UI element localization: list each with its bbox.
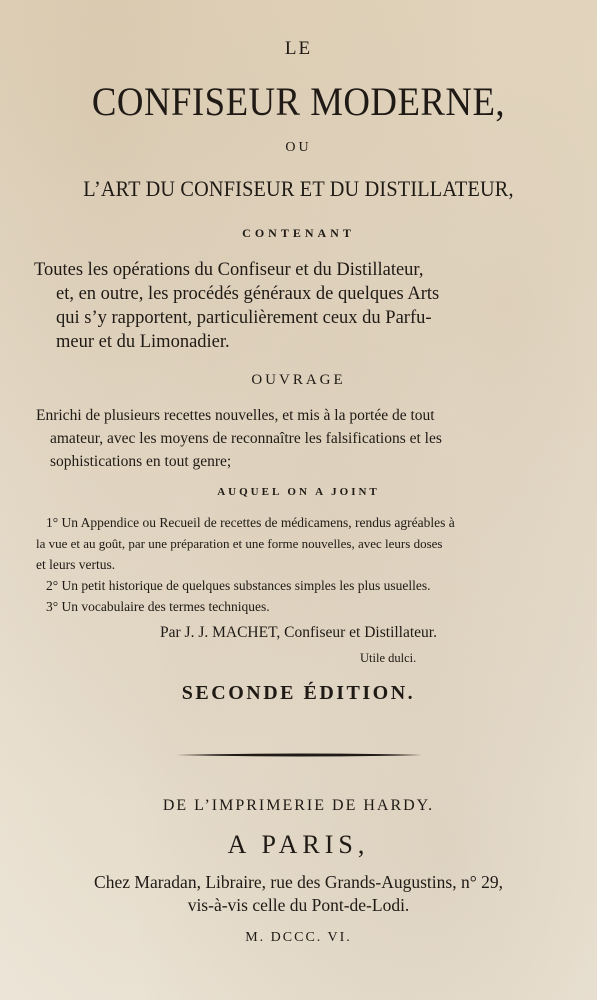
description-line: et, en outre, les procédés généraux de quelques Arts [56, 284, 440, 304]
ouvrage-heading: OUVRAGE [251, 372, 346, 388]
description-line: qui s’y rapportent, particulièrement ceux du Parfu- [56, 308, 432, 328]
ouvrage-line: amateur, avec les moyens de reconnaître les falsifications et les [50, 430, 442, 447]
appendix-item: 3° Un vocabulaire des termes techniques. [46, 599, 270, 614]
address-line: vis-à-vis celle du Pont-de-Lodi. [187, 895, 410, 915]
author-line: Par J. J. MACHET, Confiseur et Distillateur. [160, 624, 437, 641]
decorative-rule [176, 753, 422, 757]
description-line: Toutes les opérations du Confiseur et du Distillateur, [34, 260, 424, 280]
contenant-label: CONTENANT [242, 226, 355, 240]
city-line: A PARIS, [227, 830, 370, 859]
appendix-item: 1° Un Appendice ou Recueil de recettes de médicamens, rendus agréables à [46, 515, 455, 530]
publication-date: M. DCCC. VI. [245, 930, 352, 945]
edition: SECONDE ÉDITION. [181, 682, 416, 704]
appendix-item: 2° Un petit historique de quelques substances simples les plus usuelles. [46, 578, 431, 593]
description-paragraph [34, 258, 574, 354]
appendix-list [36, 512, 576, 617]
motto: Utile dulci. [360, 651, 417, 665]
appendix-heading: AUQUEL ON A JOINT [217, 486, 380, 498]
title-conjunction: OU [285, 140, 312, 155]
ouvrage-paragraph [36, 404, 576, 473]
main-title: CONFISEUR MODERNE, [91, 79, 506, 124]
appendix-item: la vue et au goût, par une préparation et une forme nouvelles, avec leurs doses [36, 536, 443, 551]
ouvrage-line: Enrichi de plusieurs recettes nouvelles, et mis à la portée de tout [36, 407, 435, 424]
subtitle: L’ART DU CONFISEUR ET DU DISTILLATEUR, [83, 176, 514, 201]
title-article: LE [284, 38, 313, 59]
appendix-item: et leurs vertus. [36, 557, 116, 572]
printer-line: DE L’IMPRIMERIE DE HARDY. [162, 797, 435, 814]
ouvrage-line: sophistications en tout genre; [50, 453, 232, 470]
description-line: meur et du Limonadier. [56, 332, 230, 352]
address-line: Chez Maradan, Libraire, rue des Grands-Augustins, n° 29, [94, 872, 503, 892]
